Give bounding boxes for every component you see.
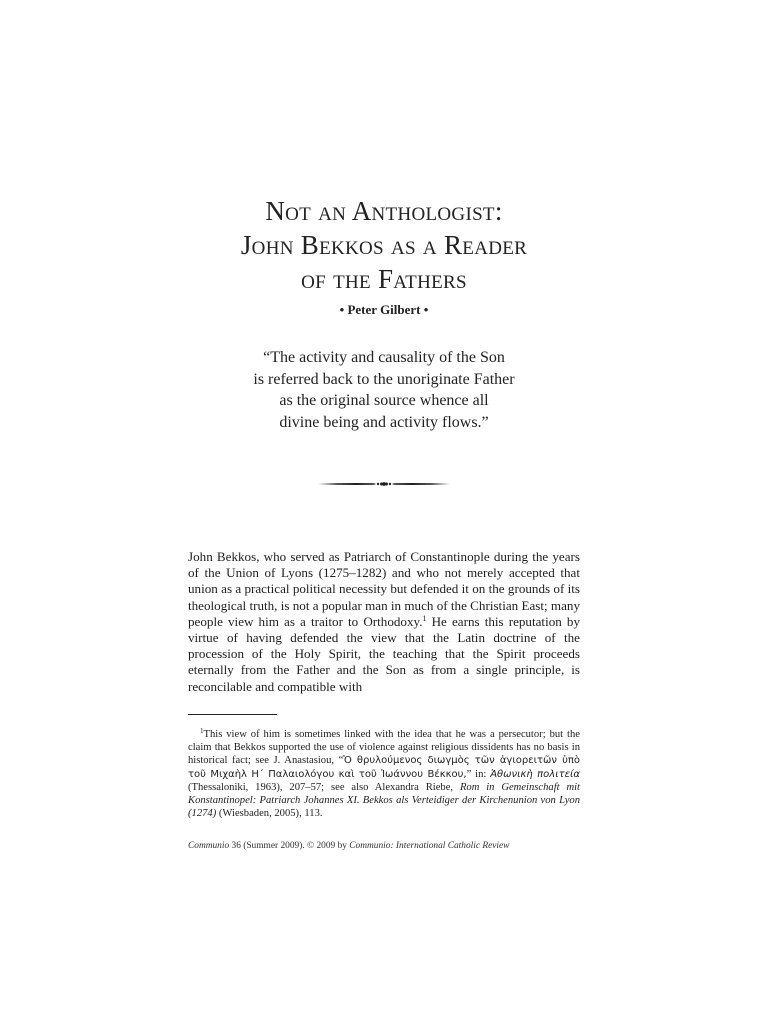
copyright-line: [188, 840, 588, 852]
footnote-marker: 1: [200, 727, 204, 735]
issue-info: 36 (Summer 2009). © 2009 by: [229, 841, 350, 851]
article-title: [0, 194, 768, 296]
footnote-reference[interactable]: 1: [422, 613, 427, 623]
title-line-3: of the Fathers: [301, 264, 467, 294]
epigraph-line-2: is referred back to the unoriginate Father: [253, 370, 515, 388]
footnote-text-2: ” in:: [466, 768, 491, 780]
footnote-text-3: (Thessaloniki, 1963), 207–57; see also Alexandra Riebe,: [188, 781, 460, 793]
publisher-name: Communio: International Catholic Review: [349, 841, 510, 851]
epigraph-line-4: divine being and activity flows.”: [279, 413, 489, 431]
body-text-part-1: John Bekkos, who served as Patriarch of Constantinople during the years of the Union of Lyons (1275–1282) and who not merely accepted that union as a practical political necessity but defended it on the grounds of its theological truth, is not a popular man in much of the Christian East; many people view him as a traitor to Orthodoxy.: [188, 549, 581, 629]
footnote-book-title: Rom in Gemeinschaft mit Konstantinopel: Patriarch Johannes XI. Bekkos als Verteidiger der Kirchenunion von Lyon (1274): [188, 781, 580, 820]
epigraph: [0, 347, 768, 433]
footnote-rule: [188, 714, 277, 715]
footnote-greek-title: Ὁ θρυλούμενος διωγμὸς τῶν ἁγιορειτῶν ὑπὸ τοῦ Μιχαὴλ Η´ Παλαιολόγου καὶ τοῦ Ἰωάννου Βέκκου,: [188, 755, 580, 780]
author-byline: • Peter Gilbert •: [339, 302, 429, 317]
footnote: [188, 728, 580, 820]
footnote-text-1: This view of him is sometimes linked with the idea that he was a persecutor; but the claim that Bekkos supported the use of violence against religious dissidents has no basis in historical fact; see J. Anastasiou, “: [188, 729, 580, 767]
flourish-divider-icon: [316, 478, 452, 490]
body-paragraph: [188, 549, 580, 695]
title-line-2: John Bekkos as a Reader: [240, 230, 528, 260]
journal-name: Communio: [188, 841, 230, 851]
epigraph-line-1: “The activity and causality of the Son: [263, 349, 505, 366]
title-line-1: Not an Anthologist:: [265, 196, 503, 226]
body-text-part-2: He earns this reputation by virtue of having defended the view that the Latin doctrine of the procession of the Holy Spirit, the teaching that the Spirit proceeds eternally from the Father and the Son as from a single principle, is reconcilable and compatible with: [188, 613, 580, 694]
footnote-greek-journal: Ἀθωνικὴ πολιτεία: [490, 768, 580, 780]
footnote-text-4: (Wiesbaden, 2005), 113.: [216, 808, 323, 820]
epigraph-line-3: as the original source whence all: [279, 392, 489, 409]
